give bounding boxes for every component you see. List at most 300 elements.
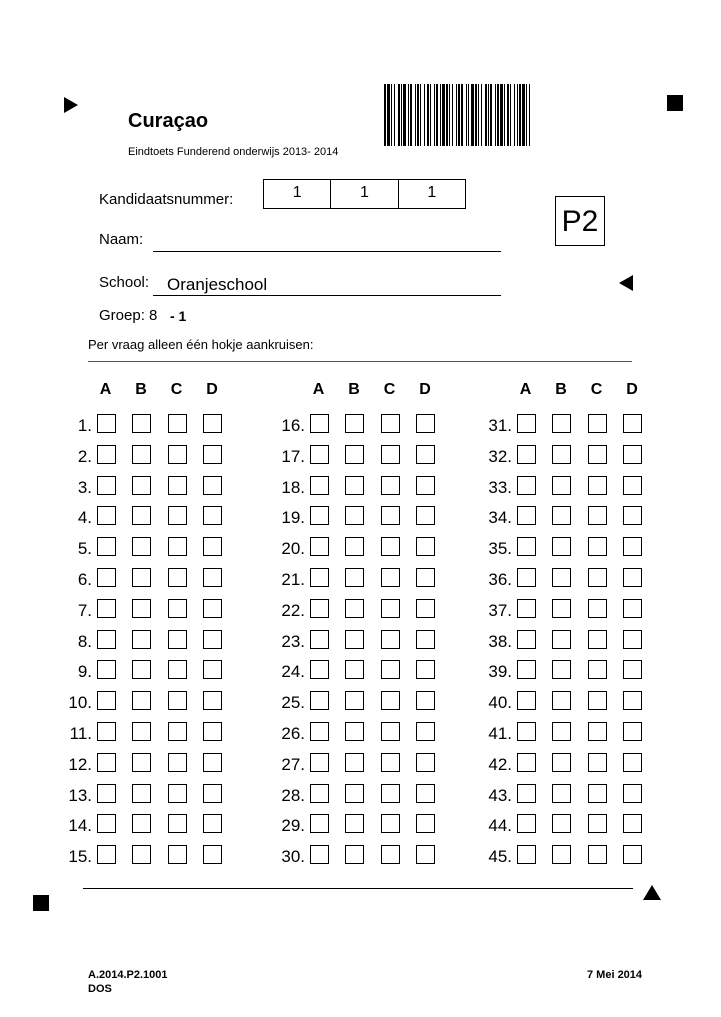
- answer-checkbox-d[interactable]: [203, 753, 222, 772]
- footer-org: DOS: [88, 983, 112, 995]
- column-header-a: A: [519, 381, 532, 398]
- candidate-number-boxes: [263, 179, 466, 209]
- question-number: 26.: [281, 724, 305, 743]
- answer-checkbox-a[interactable]: [310, 630, 329, 649]
- answer-checkbox-d[interactable]: [416, 660, 435, 679]
- answer-checkbox-b[interactable]: [345, 599, 364, 618]
- question-number: 9.: [77, 662, 92, 682]
- question-number: 32.: [488, 446, 512, 466]
- barcode-bar: [497, 84, 499, 146]
- answer-checkbox-a[interactable]: [310, 753, 329, 772]
- question-number: 1.: [77, 416, 92, 435]
- answer-checkbox-d[interactable]: [203, 599, 222, 618]
- answer-checkbox-c[interactable]: [381, 445, 400, 464]
- answer-checkbox-a[interactable]: [517, 722, 536, 741]
- answer-checkbox-b[interactable]: [132, 691, 151, 710]
- answer-checkbox-b[interactable]: [345, 476, 364, 495]
- answer-checkbox-d[interactable]: [623, 599, 642, 618]
- barcode-bar: [510, 84, 511, 146]
- school-value: Oranjeschool: [167, 275, 268, 294]
- answer-checkbox-c[interactable]: [381, 722, 400, 741]
- answer-checkbox-c[interactable]: [381, 784, 400, 803]
- answer-checkbox-c[interactable]: [381, 814, 400, 833]
- barcode-bar: [475, 84, 477, 146]
- answer-checkbox-c[interactable]: [381, 506, 400, 525]
- footer-date: 7 Mei 2014: [587, 969, 643, 981]
- answer-checkbox-c[interactable]: [588, 506, 607, 525]
- answer-checkbox-a[interactable]: [97, 599, 116, 618]
- column-header-b: B: [555, 381, 567, 398]
- answer-checkbox-d[interactable]: [623, 691, 642, 710]
- answer-checkbox-b[interactable]: [345, 506, 364, 525]
- barcode-bar: [490, 84, 492, 146]
- question-number: 15.: [68, 847, 92, 867]
- question-number: 25.: [281, 693, 305, 713]
- answer-checkbox-a[interactable]: [310, 814, 329, 833]
- answer-checkbox-a[interactable]: [517, 445, 536, 464]
- answer-checkbox-c[interactable]: [168, 845, 187, 864]
- answer-checkbox-a[interactable]: [310, 476, 329, 495]
- barcode-bar: [514, 84, 515, 146]
- question-number: 11.: [69, 724, 92, 743]
- answer-checkbox-c[interactable]: [381, 568, 400, 587]
- answer-checkbox-c[interactable]: [168, 445, 187, 464]
- group-value: - 1: [170, 308, 187, 324]
- question-number: 31.: [488, 416, 512, 435]
- answer-checkbox-d[interactable]: [416, 599, 435, 618]
- answer-checkbox-a[interactable]: [97, 537, 116, 556]
- answer-checkbox-d[interactable]: [416, 630, 435, 649]
- answer-checkbox-c[interactable]: [168, 568, 187, 587]
- answer-checkbox-d[interactable]: [416, 814, 435, 833]
- divider-top: [88, 361, 632, 362]
- question-number: 38.: [488, 631, 512, 651]
- answer-checkbox-b[interactable]: [345, 660, 364, 679]
- question-number: 20.: [281, 539, 305, 559]
- answer-checkbox-b[interactable]: [552, 506, 571, 525]
- answer-checkbox-b[interactable]: [552, 814, 571, 833]
- answer-checkbox-c[interactable]: [168, 537, 187, 556]
- answer-checkbox-d[interactable]: [416, 753, 435, 772]
- barcode-bar: [403, 84, 406, 146]
- answer-checkbox-a[interactable]: [97, 568, 116, 587]
- answer-checkbox-a[interactable]: [97, 445, 116, 464]
- answer-checkbox-d[interactable]: [623, 630, 642, 649]
- question-number: 40.: [488, 693, 512, 713]
- barcode-bar: [488, 84, 489, 146]
- instruction-text: Per vraag alleen één hokje aankruisen:: [88, 337, 314, 352]
- answer-checkbox-c[interactable]: [381, 537, 400, 556]
- answer-checkbox-a[interactable]: [310, 506, 329, 525]
- answer-checkbox-c[interactable]: [168, 414, 187, 433]
- answer-checkbox-a[interactable]: [97, 753, 116, 772]
- question-number: 8.: [77, 631, 92, 651]
- question-number: 30.: [281, 847, 305, 867]
- answer-checkbox-d[interactable]: [416, 845, 435, 864]
- answer-checkbox-b[interactable]: [345, 537, 364, 556]
- divider-bottom: [83, 888, 633, 889]
- answer-checkbox-c[interactable]: [168, 784, 187, 803]
- footer-code: A.2014.P2.1001: [88, 969, 168, 981]
- answer-checkbox-a[interactable]: [310, 722, 329, 741]
- answer-checkbox-b[interactable]: [552, 630, 571, 649]
- answer-checkbox-c[interactable]: [381, 599, 400, 618]
- barcode-bar: [458, 84, 460, 146]
- barcode-bar: [417, 84, 419, 146]
- barcode-bar: [427, 84, 429, 146]
- answer-checkbox-c[interactable]: [168, 630, 187, 649]
- answer-checkbox-a[interactable]: [97, 845, 116, 864]
- barcode-bar: [519, 84, 521, 146]
- answer-checkbox-c[interactable]: [588, 753, 607, 772]
- answer-checkbox-b[interactable]: [132, 537, 151, 556]
- answer-checkbox-b[interactable]: [132, 722, 151, 741]
- answer-checkbox-d[interactable]: [416, 476, 435, 495]
- column-header-c: C: [383, 381, 396, 398]
- question-number: 7.: [77, 600, 92, 620]
- answer-checkbox-d[interactable]: [203, 845, 222, 864]
- answer-checkbox-b[interactable]: [345, 568, 364, 587]
- answer-checkbox-c[interactable]: [381, 691, 400, 710]
- question-number: 28.: [281, 785, 305, 805]
- answer-checkbox-c[interactable]: [381, 845, 400, 864]
- barcode-bar: [507, 84, 509, 146]
- answer-checkbox-c[interactable]: [381, 660, 400, 679]
- answer-checkbox-b[interactable]: [345, 814, 364, 833]
- answer-checkbox-c[interactable]: [381, 414, 400, 433]
- answer-checkbox-a[interactable]: [517, 691, 536, 710]
- answer-checkbox-b[interactable]: [345, 630, 364, 649]
- barcode-bar: [420, 84, 421, 146]
- answer-checkbox-d[interactable]: [416, 445, 435, 464]
- barcode-bar: [384, 84, 386, 146]
- answer-checkbox-d[interactable]: [203, 506, 222, 525]
- barcode-bar: [410, 84, 412, 146]
- registration-square-top-right: [667, 95, 683, 111]
- answer-checkbox-c[interactable]: [381, 630, 400, 649]
- barcode-bar: [468, 84, 469, 146]
- answer-checkbox-a[interactable]: [310, 599, 329, 618]
- barcode-bar: [456, 84, 457, 146]
- candidate-digit-1: 1: [264, 180, 331, 208]
- answer-checkbox-d[interactable]: [416, 568, 435, 587]
- registration-triangle-right: [619, 275, 633, 291]
- answer-checkbox-b[interactable]: [345, 845, 364, 864]
- answer-checkbox-a[interactable]: [97, 722, 116, 741]
- answer-checkbox-b[interactable]: [132, 506, 151, 525]
- question-number: 45.: [488, 847, 512, 867]
- answer-checkbox-c[interactable]: [588, 537, 607, 556]
- barcode-bar: [481, 84, 482, 146]
- answer-checkbox-d[interactable]: [623, 414, 642, 433]
- column-header-d: D: [626, 381, 638, 398]
- barcode-bar: [401, 84, 402, 146]
- question-number: 37.: [488, 600, 512, 620]
- column-header-d: D: [419, 381, 431, 398]
- answer-checkbox-c[interactable]: [588, 691, 607, 710]
- answer-checkbox-b[interactable]: [552, 845, 571, 864]
- answer-checkbox-a[interactable]: [517, 784, 536, 803]
- answer-checkbox-b[interactable]: [552, 599, 571, 618]
- answer-checkbox-c[interactable]: [381, 753, 400, 772]
- answer-checkbox-d[interactable]: [623, 660, 642, 679]
- school-label: School:: [99, 274, 150, 291]
- registration-square-bottom-left: [33, 895, 49, 911]
- answer-checkbox-a[interactable]: [517, 630, 536, 649]
- registration-triangle-bottom-right: [643, 885, 661, 900]
- question-number: 6.: [77, 570, 92, 589]
- answer-checkbox-d[interactable]: [416, 691, 435, 710]
- school-line: [153, 295, 501, 296]
- candidate-digit-3: 1: [427, 184, 437, 201]
- answer-checkbox-d[interactable]: [623, 476, 642, 495]
- answer-checkbox-c[interactable]: [588, 599, 607, 618]
- answer-checkbox-b[interactable]: [345, 414, 364, 433]
- barcode-bar: [446, 84, 448, 146]
- answer-checkbox-a[interactable]: [310, 445, 329, 464]
- question-number: 29.: [281, 816, 305, 836]
- answer-checkbox-d[interactable]: [623, 814, 642, 833]
- answer-checkbox-c[interactable]: [588, 784, 607, 803]
- answer-checkbox-c[interactable]: [168, 506, 187, 525]
- registration-triangle-top-left: [64, 97, 78, 113]
- barcode-bar: [517, 84, 518, 146]
- barcode-bar: [495, 84, 496, 146]
- barcode-bar: [415, 84, 416, 146]
- question-number: 3.: [77, 477, 92, 497]
- answer-checkbox-b[interactable]: [132, 445, 151, 464]
- answer-checkbox-b[interactable]: [552, 753, 571, 772]
- answer-checkbox-d[interactable]: [203, 414, 222, 433]
- exam-subtitle: Eindtoets Funderend onderwijs 2013- 2014: [128, 146, 339, 158]
- barcode-bar: [391, 84, 392, 146]
- answer-checkbox-a[interactable]: [517, 599, 536, 618]
- answer-checkbox-a[interactable]: [517, 753, 536, 772]
- barcode-bar: [394, 84, 395, 146]
- answer-checkbox-d[interactable]: [623, 753, 642, 772]
- answer-checkbox-c[interactable]: [588, 630, 607, 649]
- question-number: 5.: [77, 539, 92, 559]
- page-title: Curaçao: [128, 110, 209, 132]
- barcode-bar: [408, 84, 409, 146]
- barcode-bar: [526, 84, 527, 146]
- barcode-bar: [434, 84, 435, 146]
- answer-checkbox-c[interactable]: [588, 722, 607, 741]
- question-number: 39.: [488, 662, 512, 682]
- answer-checkbox-d[interactable]: [203, 814, 222, 833]
- answer-checkbox-b[interactable]: [552, 691, 571, 710]
- barcode-bar: [500, 84, 503, 146]
- barcode: [384, 84, 650, 146]
- answer-checkbox-a[interactable]: [517, 414, 536, 433]
- answer-checkbox-a[interactable]: [97, 414, 116, 433]
- answer-checkbox-d[interactable]: [623, 445, 642, 464]
- answer-checkbox-a[interactable]: [97, 691, 116, 710]
- answer-checkbox-b[interactable]: [132, 845, 151, 864]
- answer-checkbox-a[interactable]: [517, 476, 536, 495]
- barcode-bar: [387, 84, 390, 146]
- answer-checkbox-d[interactable]: [623, 537, 642, 556]
- barcode-bar: [440, 84, 441, 146]
- answer-checkbox-c[interactable]: [381, 476, 400, 495]
- answer-checkbox-a[interactable]: [97, 784, 116, 803]
- question-number: 35.: [488, 539, 512, 559]
- name-label: Naam:: [99, 231, 144, 248]
- barcode-bar: [478, 84, 479, 146]
- answer-checkbox-b[interactable]: [345, 445, 364, 464]
- answer-checkbox-d[interactable]: [203, 630, 222, 649]
- group-label: Groep: 8: [99, 307, 158, 324]
- answer-checkbox-d[interactable]: [203, 537, 222, 556]
- answer-checkbox-d[interactable]: [203, 568, 222, 587]
- question-number: 19.: [281, 508, 305, 528]
- question-number: 21.: [281, 570, 305, 589]
- answer-checkbox-a[interactable]: [310, 845, 329, 864]
- answer-checkbox-a[interactable]: [310, 568, 329, 587]
- answer-checkbox-b[interactable]: [552, 537, 571, 556]
- answer-checkbox-c[interactable]: [588, 445, 607, 464]
- answer-checkbox-a[interactable]: [310, 691, 329, 710]
- barcode-bar: [442, 84, 445, 146]
- answer-checkbox-a[interactable]: [310, 414, 329, 433]
- question-number: 2.: [77, 446, 92, 466]
- barcode-bar: [449, 84, 450, 146]
- answer-checkbox-c[interactable]: [168, 691, 187, 710]
- answer-checkbox-c[interactable]: [588, 414, 607, 433]
- answer-checkbox-c[interactable]: [168, 722, 187, 741]
- answer-checkbox-b[interactable]: [132, 476, 151, 495]
- name-line: [153, 251, 501, 252]
- answer-checkbox-a[interactable]: [97, 506, 116, 525]
- barcode-bar: [485, 84, 487, 146]
- answer-checkbox-a[interactable]: [97, 476, 116, 495]
- question-number: 13.: [68, 785, 92, 805]
- answer-checkbox-a[interactable]: [310, 784, 329, 803]
- answer-checkbox-d[interactable]: [203, 445, 222, 464]
- answer-checkbox-c[interactable]: [588, 660, 607, 679]
- question-number: 41.: [488, 724, 512, 743]
- answer-checkbox-d[interactable]: [203, 722, 222, 741]
- question-number: 16.: [281, 416, 305, 435]
- answer-checkbox-c[interactable]: [168, 753, 187, 772]
- answer-checkbox-c[interactable]: [168, 599, 187, 618]
- answer-checkbox-a[interactable]: [517, 537, 536, 556]
- answer-checkbox-d[interactable]: [416, 414, 435, 433]
- question-number: 18.: [281, 477, 305, 497]
- barcode-bar: [398, 84, 400, 146]
- answer-checkbox-c[interactable]: [168, 814, 187, 833]
- barcode-bar: [452, 84, 453, 146]
- answer-checkbox-b[interactable]: [345, 722, 364, 741]
- answer-checkbox-d[interactable]: [416, 722, 435, 741]
- question-number: 14.: [68, 816, 92, 836]
- column-header-c: C: [170, 381, 183, 398]
- barcode-bar: [466, 84, 467, 146]
- answer-checkbox-d[interactable]: [416, 537, 435, 556]
- answer-checkbox-c[interactable]: [168, 660, 187, 679]
- answer-checkbox-d[interactable]: [416, 784, 435, 803]
- question-number: 36.: [488, 570, 512, 589]
- answer-checkbox-a[interactable]: [517, 845, 536, 864]
- answer-checkbox-a[interactable]: [517, 660, 536, 679]
- answer-checkbox-d[interactable]: [203, 660, 222, 679]
- answer-checkbox-b[interactable]: [552, 660, 571, 679]
- question-number: 42.: [488, 754, 512, 774]
- answer-checkbox-b[interactable]: [132, 753, 151, 772]
- question-number: 12.: [68, 754, 92, 774]
- column-header-b: B: [348, 381, 360, 398]
- answer-checkbox-a[interactable]: [97, 814, 116, 833]
- answer-checkbox-d[interactable]: [203, 784, 222, 803]
- answer-checkbox-a[interactable]: [517, 814, 536, 833]
- answer-checkbox-b[interactable]: [345, 784, 364, 803]
- answer-checkbox-b[interactable]: [132, 784, 151, 803]
- barcode-bar: [522, 84, 525, 146]
- answer-checkbox-d[interactable]: [623, 722, 642, 741]
- question-number: 43.: [488, 785, 512, 805]
- answer-checkbox-b[interactable]: [132, 568, 151, 587]
- answer-checkbox-b[interactable]: [132, 630, 151, 649]
- answer-checkbox-c[interactable]: [588, 476, 607, 495]
- answer-checkbox-d[interactable]: [623, 784, 642, 803]
- answer-checkbox-a[interactable]: [310, 660, 329, 679]
- barcode-bar: [436, 84, 438, 146]
- answer-checkbox-b[interactable]: [552, 784, 571, 803]
- question-number: 24.: [281, 662, 305, 682]
- answer-checkbox-d[interactable]: [203, 476, 222, 495]
- answer-checkbox-a[interactable]: [310, 537, 329, 556]
- answer-checkbox-a[interactable]: [97, 660, 116, 679]
- question-number: 22.: [281, 600, 305, 620]
- answer-checkbox-b[interactable]: [132, 660, 151, 679]
- barcode-bar: [504, 84, 505, 146]
- answer-checkbox-d[interactable]: [203, 691, 222, 710]
- answer-checkbox-c[interactable]: [588, 814, 607, 833]
- question-number: 44.: [488, 816, 512, 836]
- answer-checkbox-b[interactable]: [345, 691, 364, 710]
- barcode-bar: [461, 84, 463, 146]
- candidate-number-label: Kandidaatsnummer:: [99, 191, 234, 208]
- column-header-a: A: [312, 381, 325, 398]
- answer-checkbox-d[interactable]: [623, 506, 642, 525]
- column-header-b: B: [135, 381, 147, 398]
- column-header-c: C: [590, 381, 603, 398]
- answer-checkbox-b[interactable]: [132, 814, 151, 833]
- answer-checkbox-d[interactable]: [416, 506, 435, 525]
- answer-checkbox-c[interactable]: [168, 476, 187, 495]
- answer-checkbox-a[interactable]: [97, 630, 116, 649]
- answer-checkbox-c[interactable]: [588, 568, 607, 587]
- answer-checkbox-b[interactable]: [132, 414, 151, 433]
- answer-checkbox-b[interactable]: [552, 722, 571, 741]
- answer-checkbox-b[interactable]: [552, 476, 571, 495]
- answer-checkbox-b[interactable]: [345, 753, 364, 772]
- answer-checkbox-a[interactable]: [517, 568, 536, 587]
- answer-checkbox-b[interactable]: [552, 445, 571, 464]
- answer-checkbox-c[interactable]: [588, 845, 607, 864]
- answer-checkbox-d[interactable]: [623, 568, 642, 587]
- answer-checkbox-b[interactable]: [552, 414, 571, 433]
- answer-checkbox-a[interactable]: [517, 506, 536, 525]
- barcode-bar: [424, 84, 425, 146]
- answer-checkbox-d[interactable]: [623, 845, 642, 864]
- question-number: 34.: [488, 508, 512, 528]
- question-number: 4.: [77, 508, 92, 528]
- column-header-a: A: [99, 381, 112, 398]
- answer-checkbox-b[interactable]: [552, 568, 571, 587]
- question-number: 33.: [488, 477, 512, 497]
- answer-checkbox-b[interactable]: [132, 599, 151, 618]
